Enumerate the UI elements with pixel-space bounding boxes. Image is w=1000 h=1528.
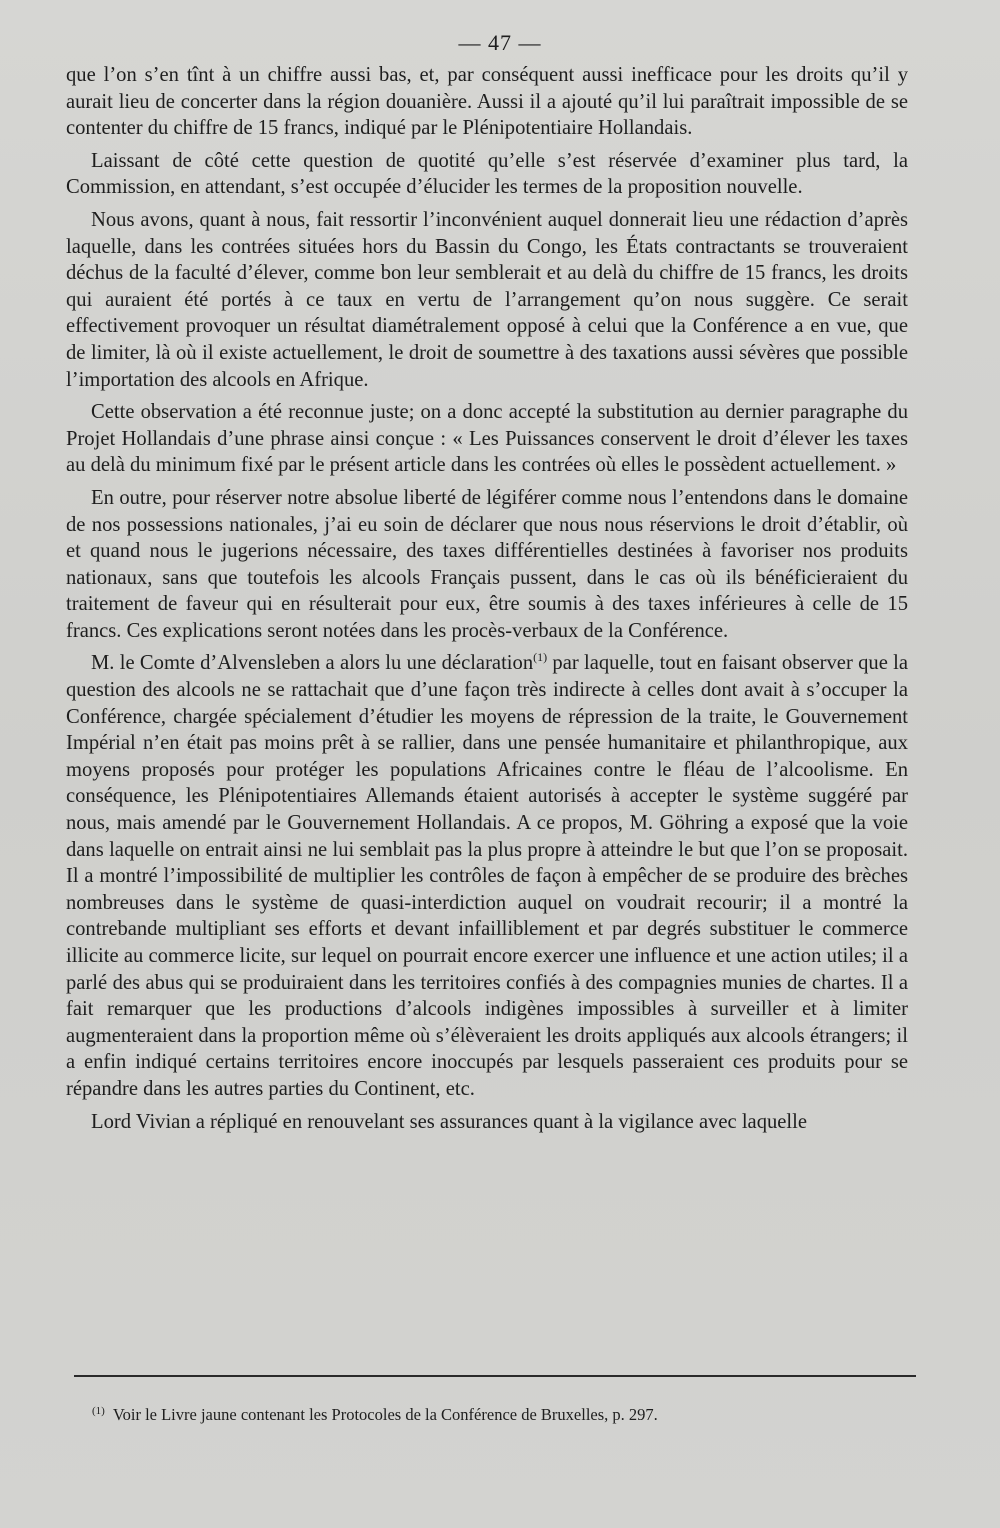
footnote-reference: (1) xyxy=(533,650,548,665)
paragraph-liberte: En outre, pour réserver notre absolue liberté de légiférer comme nous l’entendons dans le domaine de nos possessions nationales, j’ai eu soin de déclarer que nous nous réservions le droit d’établir, où et quand nous le jugerions nécessaire, des taxes différentielles destinées à favoriser nos produits nationaux, sans que toutefois les alcools Français pussent, dans le cas où ils bénéficieraient du traitement de faveur qui en résulterait pour eux, être soumis à des taxes inférieures à celle de 15 francs. Ces explications seront notées dans les procès-verbaux de la Conférence. xyxy=(66,486,908,642)
page-number: — 47 — xyxy=(458,30,542,55)
body-text xyxy=(66,62,908,1141)
footnote-text: Voir le Livre jaune contenant les Protocoles de la Conférence de Bruxelles, p. 297. xyxy=(112,1405,658,1424)
paragraph-alvensleben-start: M. le Comte d’Alvensleben a alors lu une déclaration xyxy=(91,652,534,675)
paragraph-continuation: que l’on s’en tînt à un chiffre aussi bas, et, par conséquent aussi inefficace pour les droits qu’il y aurait lieu de concerter dans la région douanière. Aussi il a ajouté qu’il lui paraîtrait impossible de se contenter du chiffre de 15 francs, indiqué par le Plénipotentiaire Hollandais. xyxy=(66,64,908,140)
paragraph-quotite: Laissant de côté cette question de quotité qu’elle s’est réservée d’examiner plus tard, la Commission, en attendant, s’est occupée d’élucider les termes de la proposition nouvelle. xyxy=(66,149,908,199)
paragraph-lord-vivian: Lord Vivian a répliqué en renouvelant ses assurances quant à la vigilance avec laquelle xyxy=(91,1110,808,1133)
paragraph-observation: Cette observation a été reconnue juste; on a donc accepté la substitution au dernier paragraphe du Projet Hollandais d’une phrase ainsi conçue : « Les Puissances conservent le droit d’élever les taxes au delà du minimum fixé par le présent article dans les contrées où elles le possèdent actuellement. » xyxy=(66,401,908,477)
footnote-divider xyxy=(74,1375,916,1377)
paragraph-alvensleben-rest: par laquelle, tout en faisant observer que la question des alcools ne se rattachait que d’une façon très indirecte à celles dont avait à s’occuper la Conférence, chargée spécialement d’étudier les moyens de répression de la traite, le Gouvernement Impérial n’en était pas moins prêt à se rallier, dans une pensée humanitaire et philanthropique, aux moyens proposés pour protéger les populations Africaines contre le fléau de l’alcoolisme. En conséquence, les Plénipotentiaires Allemands étaient autorisés à accepter le système suggéré par nous, mais amendé par le Gouvernement Hollandais. A ce propos, M. Göhring a exposé que la voie dans laquelle on entrait ainsi ne lui semblait pas la plus propre à atteindre le but que l’on se proposait. Il a montré l’impossibilité de multiplier les contrôles de façon à empêcher de se produire des brèches nombreuses dans le système de quasi-interdiction auquel on voudrait recourir; il a montré la contrebande multipliant ses efforts et devant infailliblement et par degrés substituer le commerce illicite au commerce licite, sur lequel on pourrait encore exercer une influence et une action utiles; il a parlé des abus qui se produiraient dans les territoires confiés à des compagnies munies de chartes. Il a fait remarquer que les productions d’alcools indigènes impossibles à surveiller et à limiter augmenteraient dans la proportion même où s’élèveraient les droits appliqués aux alcools étrangers; il a enfin indiqué certains territoires encore inoccupés par lesquels passeraient ces produits pour se répandre dans les autres parties du Continent, etc. xyxy=(66,652,908,1100)
paragraph-alvensleben xyxy=(66,650,908,1102)
footnote xyxy=(92,1404,912,1426)
footnote-number: (1) xyxy=(92,1404,105,1417)
paragraph-inconvenient: Nous avons, quant à nous, fait ressortir l’inconvénient auquel donnerait lieu une rédaction d’après laquelle, dans les contrées situées hors du Bassin du Congo, les États contractants se trouveraient déchus de la faculté d’élever, comme bon leur semblerait et au delà du chiffre de 15 francs, les droits qui auraient été portés à ce taux en vertu de l’arrangement qu’on nous suggère. Ce serait effectivement provoquer un résultat diamétralement opposé à celui que la Conférence a en vue, que de limiter, là où il existe actuellement, le droit de soumettre à des taxations aussi sévères que possible l’importation des alcools en Afrique. xyxy=(66,208,908,391)
